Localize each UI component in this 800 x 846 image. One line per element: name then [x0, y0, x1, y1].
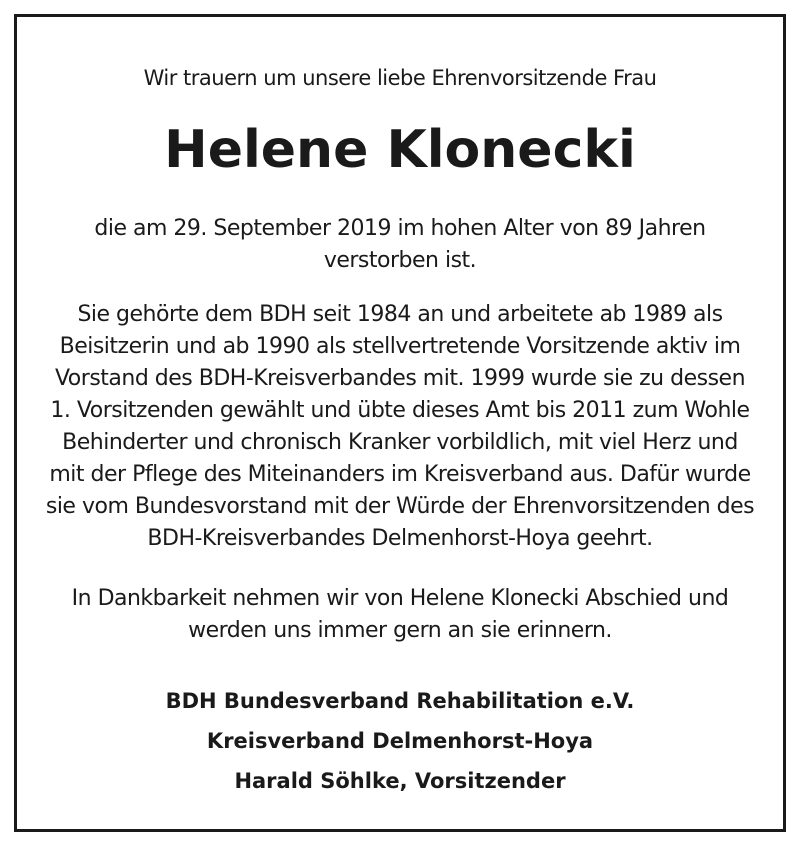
death-line: verstorben ist.	[323, 248, 477, 273]
biography-line: Vorstand des BDH-Kreisverbandes mit. 1999 wurde sie zu dessen	[54, 366, 746, 391]
biography-line: mit der Pflege des Miteinanders im Kreisverband aus. Dafür wurde	[49, 462, 751, 487]
biography-line: Beisitzerin und ab 1990 als stellvertretende Vorsitzende aktiv im	[59, 334, 741, 359]
signature-chairman: Harald Söhlke, Vorsitzender	[234, 769, 566, 793]
obituary-notice	[14, 14, 786, 832]
signature-branch: Kreisverband Delmenhorst-Hoya	[206, 729, 594, 753]
intro-line: Wir trauern um unsere liebe Ehrenvorsitzende Frau	[143, 66, 657, 90]
death-line: die am 29. September 2019 im hohen Alter von 89 Jahren	[94, 216, 706, 241]
biography-line: Sie gehörte dem BDH seit 1984 an und arbeitete ab 1989 als	[77, 302, 723, 327]
biography-line: Behinderter und chronisch Kranker vorbildlich, mit viel Herz und	[62, 430, 738, 455]
farewell-line: werden uns immer gern an sie erinnern.	[188, 618, 612, 643]
biography-line: 1. Vorsitzenden gewählt und übte dieses Amt bis 2011 zum Wohle	[50, 398, 750, 423]
deceased-name: Helene Klonecki	[164, 120, 636, 180]
signature-organization: BDH Bundesverband Rehabilitation e.V.	[165, 689, 635, 713]
biography-line: BDH-Kreisverbandes Delmenhorst-Hoya geehrt.	[147, 526, 653, 551]
biography-line: sie vom Bundesvorstand mit der Würde der Ehrenvorsitzenden des	[45, 494, 755, 519]
farewell-line: In Dankbarkeit nehmen wir von Helene Klonecki Abschied und	[71, 586, 729, 611]
